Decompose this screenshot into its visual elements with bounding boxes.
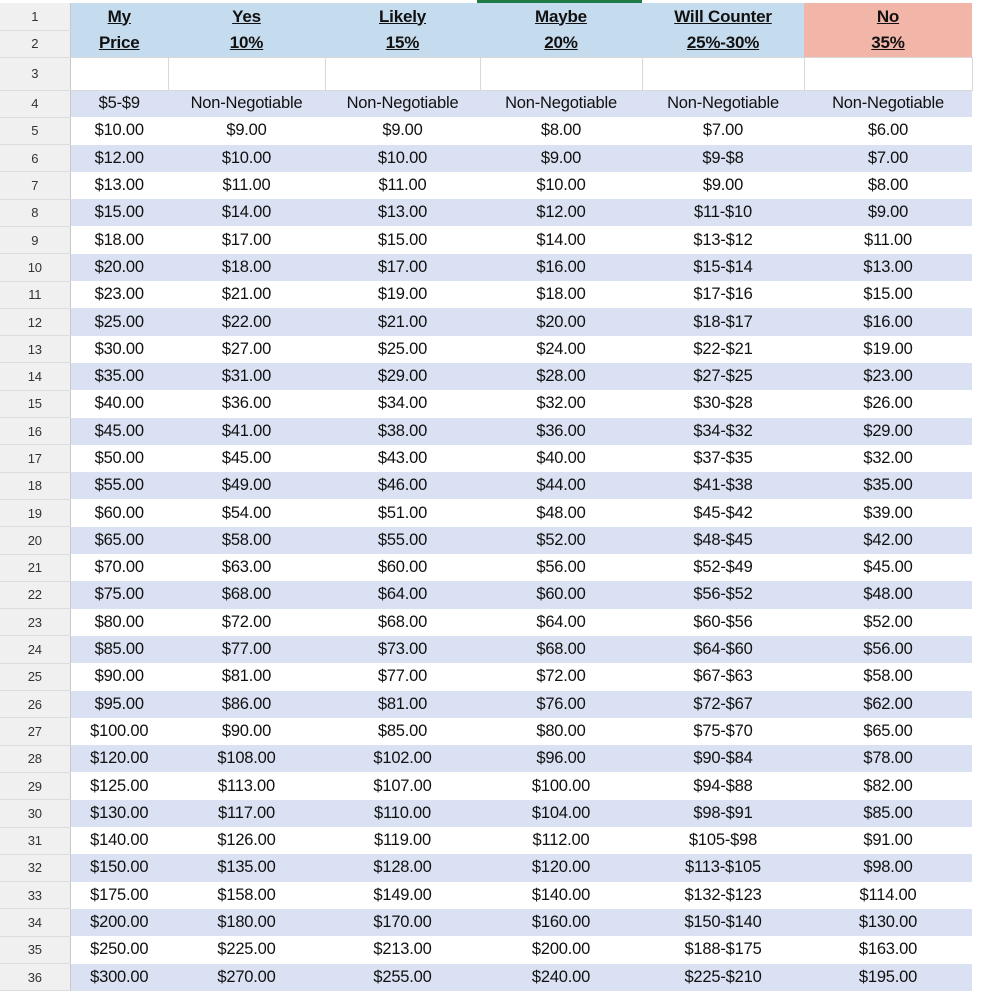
likely-cell[interactable]: $60.00 [325,554,480,581]
maybe-cell[interactable]: $48.00 [480,499,642,526]
will-counter-cell[interactable]: $94-$88 [642,772,804,799]
maybe-cell[interactable]: $100.00 [480,772,642,799]
no-cell[interactable]: $39.00 [804,499,972,526]
empty-cell[interactable] [642,57,804,90]
yes-cell[interactable]: Non-Negotiable [168,90,325,117]
likely-cell[interactable]: $46.00 [325,472,480,499]
row-number[interactable]: 35 [0,936,70,963]
header-row-1 [0,3,972,30]
likely-cell[interactable]: $149.00 [325,882,480,909]
maybe-cell[interactable]: $64.00 [480,609,642,636]
yes-cell[interactable]: $90.00 [168,718,325,745]
table-row [0,609,972,636]
no-cell[interactable]: $26.00 [804,390,972,417]
row-number[interactable]: 7 [0,172,70,199]
no-cell[interactable]: $163.00 [804,936,972,963]
will-counter-cell[interactable]: $67-$63 [642,663,804,690]
my-price-cell[interactable]: $60.00 [70,499,168,526]
row-number[interactable]: 34 [0,909,70,936]
header-no-pct[interactable]: 35% [804,30,972,57]
no-cell[interactable]: $7.00 [804,145,972,172]
will-counter-cell[interactable]: $64-$60 [642,636,804,663]
will-counter-cell[interactable]: $45-$42 [642,499,804,526]
likely-cell[interactable]: $68.00 [325,609,480,636]
table-row [0,172,972,199]
will-counter-cell[interactable]: $56-$52 [642,581,804,608]
likely-cell[interactable]: $119.00 [325,827,480,854]
yes-cell[interactable]: $17.00 [168,226,325,253]
likely-cell[interactable]: $15.00 [325,226,480,253]
row-number[interactable]: 4 [0,90,70,117]
row-number[interactable]: 12 [0,308,70,335]
maybe-cell[interactable]: $28.00 [480,363,642,390]
row-number[interactable]: 15 [0,390,70,417]
will-counter-cell[interactable]: $37-$35 [642,445,804,472]
table-row [0,854,972,881]
table-row [0,445,972,472]
will-counter-cell[interactable]: $9-$8 [642,145,804,172]
likely-cell[interactable]: $29.00 [325,363,480,390]
my-price-cell[interactable]: $23.00 [70,281,168,308]
likely-cell[interactable]: $38.00 [325,418,480,445]
row-number[interactable]: 36 [0,964,70,991]
will-counter-cell[interactable]: $113-$105 [642,854,804,881]
maybe-cell[interactable]: $32.00 [480,390,642,417]
maybe-cell[interactable]: $140.00 [480,882,642,909]
row-number[interactable]: 16 [0,418,70,445]
will-counter-cell[interactable]: $41-$38 [642,472,804,499]
row-number[interactable]: 11 [0,281,70,308]
likely-cell[interactable]: $64.00 [325,581,480,608]
row-number[interactable]: 21 [0,554,70,581]
will-counter-cell[interactable]: $13-$12 [642,226,804,253]
yes-cell[interactable]: $45.00 [168,445,325,472]
my-price-cell[interactable]: $75.00 [70,581,168,608]
yes-cell[interactable]: $10.00 [168,145,325,172]
my-price-cell[interactable]: $15.00 [70,199,168,226]
yes-cell[interactable]: $21.00 [168,281,325,308]
my-price-cell[interactable]: $30.00 [70,336,168,363]
likely-cell[interactable]: $213.00 [325,936,480,963]
my-price-cell[interactable]: $55.00 [70,472,168,499]
row-number[interactable]: 8 [0,199,70,226]
no-cell[interactable]: $56.00 [804,636,972,663]
yes-cell[interactable]: $77.00 [168,636,325,663]
table-row [0,117,972,144]
maybe-cell[interactable]: $10.00 [480,172,642,199]
my-price-cell[interactable]: $150.00 [70,854,168,881]
table-row [0,581,972,608]
likely-cell[interactable]: $110.00 [325,800,480,827]
my-price-cell[interactable]: $100.00 [70,718,168,745]
maybe-cell[interactable]: $200.00 [480,936,642,963]
row-number[interactable]: 14 [0,363,70,390]
table-row [0,336,972,363]
will-counter-cell[interactable]: $30-$28 [642,390,804,417]
likely-cell[interactable]: $25.00 [325,336,480,363]
maybe-cell[interactable]: $12.00 [480,199,642,226]
table-row [0,390,972,417]
row-number[interactable]: 5 [0,117,70,144]
no-cell[interactable]: $16.00 [804,308,972,335]
likely-cell[interactable]: $128.00 [325,854,480,881]
no-cell[interactable]: $45.00 [804,554,972,581]
will-counter-cell[interactable]: $98-$91 [642,800,804,827]
maybe-cell[interactable]: $76.00 [480,691,642,718]
yes-cell[interactable]: $86.00 [168,691,325,718]
my-price-cell[interactable]: $95.00 [70,691,168,718]
header-row-2 [0,30,972,57]
yes-cell[interactable]: $9.00 [168,117,325,144]
yes-cell[interactable]: $72.00 [168,609,325,636]
table-row [0,936,972,963]
row-number[interactable]: 24 [0,636,70,663]
yes-cell[interactable]: $135.00 [168,854,325,881]
no-cell[interactable]: $9.00 [804,199,972,226]
header-yes[interactable]: Yes [168,3,325,30]
my-price-cell[interactable]: $80.00 [70,609,168,636]
my-price-cell[interactable]: $90.00 [70,663,168,690]
row-number[interactable]: 30 [0,800,70,827]
yes-cell[interactable]: $68.00 [168,581,325,608]
my-price-cell[interactable]: $40.00 [70,390,168,417]
table-row [0,472,972,499]
row-number[interactable]: 17 [0,445,70,472]
no-cell[interactable]: $82.00 [804,772,972,799]
maybe-cell[interactable]: Non-Negotiable [480,90,642,117]
my-price-cell[interactable]: $130.00 [70,800,168,827]
likely-cell[interactable]: $21.00 [325,308,480,335]
table-row [0,281,972,308]
table-row [0,827,972,854]
maybe-cell[interactable]: $240.00 [480,964,642,991]
maybe-cell[interactable]: $18.00 [480,281,642,308]
will-counter-cell[interactable]: $52-$49 [642,554,804,581]
yes-cell[interactable]: $158.00 [168,882,325,909]
row-number[interactable]: 29 [0,772,70,799]
my-price-cell[interactable]: $10.00 [70,117,168,144]
row-number[interactable]: 28 [0,745,70,772]
my-price-cell[interactable]: $70.00 [70,554,168,581]
will-counter-cell[interactable]: $105-$98 [642,827,804,854]
my-price-cell[interactable]: $12.00 [70,145,168,172]
will-counter-cell[interactable]: $72-$67 [642,691,804,718]
yes-cell[interactable]: $49.00 [168,472,325,499]
will-counter-cell[interactable]: Non-Negotiable [642,90,804,117]
will-counter-cell[interactable]: $17-$16 [642,281,804,308]
maybe-cell[interactable]: $56.00 [480,554,642,581]
empty-cell[interactable] [325,57,480,90]
no-cell[interactable]: $35.00 [804,472,972,499]
no-cell[interactable]: $15.00 [804,281,972,308]
yes-cell[interactable]: $54.00 [168,499,325,526]
my-price-cell[interactable]: $300.00 [70,964,168,991]
maybe-cell[interactable]: $104.00 [480,800,642,827]
table-row [0,145,972,172]
row-number[interactable]: 25 [0,663,70,690]
row-number[interactable]: 22 [0,581,70,608]
row-number[interactable]: 23 [0,609,70,636]
no-cell[interactable]: $65.00 [804,718,972,745]
will-counter-cell[interactable]: $11-$10 [642,199,804,226]
header-maybe[interactable]: Maybe [480,3,642,30]
table-row [0,308,972,335]
my-price-cell[interactable]: $45.00 [70,418,168,445]
maybe-cell[interactable]: $8.00 [480,117,642,144]
will-counter-cell[interactable]: $132-$123 [642,882,804,909]
no-cell[interactable]: $58.00 [804,663,972,690]
likely-cell[interactable]: $255.00 [325,964,480,991]
blank-row [0,57,972,90]
table-row [0,199,972,226]
table-row [0,800,972,827]
maybe-cell[interactable]: $160.00 [480,909,642,936]
yes-cell[interactable]: $63.00 [168,554,325,581]
will-counter-cell[interactable]: $150-$140 [642,909,804,936]
will-counter-cell[interactable]: $7.00 [642,117,804,144]
yes-cell[interactable]: $18.00 [168,254,325,281]
likely-cell[interactable]: $43.00 [325,445,480,472]
row-number[interactable]: 31 [0,827,70,854]
yes-cell[interactable]: $225.00 [168,936,325,963]
row-number[interactable]: 10 [0,254,70,281]
will-counter-cell[interactable]: $60-$56 [642,609,804,636]
likely-cell[interactable]: $51.00 [325,499,480,526]
table-row [0,663,972,690]
row-number[interactable]: 2 [0,30,70,57]
row-number[interactable]: 1 [0,3,70,30]
table-row [0,254,972,281]
maybe-cell[interactable]: $120.00 [480,854,642,881]
will-counter-cell[interactable]: $9.00 [642,172,804,199]
no-cell[interactable]: $62.00 [804,691,972,718]
maybe-cell[interactable]: $20.00 [480,308,642,335]
yes-cell[interactable]: $11.00 [168,172,325,199]
table-row [0,745,972,772]
header-my[interactable]: My [70,3,168,30]
likely-cell[interactable]: $17.00 [325,254,480,281]
row-number[interactable]: 18 [0,472,70,499]
yes-cell[interactable]: $108.00 [168,745,325,772]
will-counter-cell[interactable]: $18-$17 [642,308,804,335]
maybe-cell[interactable]: $24.00 [480,336,642,363]
no-cell[interactable]: $91.00 [804,827,972,854]
table-row [0,554,972,581]
no-cell[interactable]: $98.00 [804,854,972,881]
row-number[interactable]: 6 [0,145,70,172]
header-likely-pct[interactable]: 15% [325,30,480,57]
my-price-cell[interactable]: $140.00 [70,827,168,854]
maybe-cell[interactable]: $9.00 [480,145,642,172]
no-cell[interactable]: $78.00 [804,745,972,772]
header-price[interactable]: Price [70,30,168,57]
no-cell[interactable]: $48.00 [804,581,972,608]
yes-cell[interactable]: $27.00 [168,336,325,363]
price-table [0,3,973,991]
row-number[interactable]: 20 [0,527,70,554]
yes-cell[interactable]: $126.00 [168,827,325,854]
my-price-cell[interactable]: $35.00 [70,363,168,390]
maybe-cell[interactable]: $112.00 [480,827,642,854]
table-row [0,226,972,253]
maybe-cell[interactable]: $80.00 [480,718,642,745]
my-price-cell[interactable]: $13.00 [70,172,168,199]
no-cell[interactable]: $11.00 [804,226,972,253]
empty-cell[interactable] [480,57,642,90]
yes-cell[interactable]: $180.00 [168,909,325,936]
maybe-cell[interactable]: $36.00 [480,418,642,445]
likely-cell[interactable]: $85.00 [325,718,480,745]
likely-cell[interactable]: $11.00 [325,172,480,199]
no-cell[interactable]: $195.00 [804,964,972,991]
maybe-cell[interactable]: $96.00 [480,745,642,772]
likely-cell[interactable]: $34.00 [325,390,480,417]
no-cell[interactable]: $130.00 [804,909,972,936]
will-counter-cell[interactable]: $22-$21 [642,336,804,363]
will-counter-cell[interactable]: $75-$70 [642,718,804,745]
table-row [0,90,972,117]
maybe-cell[interactable]: $52.00 [480,527,642,554]
maybe-cell[interactable]: $72.00 [480,663,642,690]
likely-cell[interactable]: $9.00 [325,117,480,144]
empty-cell[interactable] [168,57,325,90]
empty-cell[interactable] [70,57,168,90]
my-price-cell[interactable]: $18.00 [70,226,168,253]
row-number[interactable]: 19 [0,499,70,526]
my-price-cell[interactable]: $85.00 [70,636,168,663]
will-counter-cell[interactable]: $225-$210 [642,964,804,991]
maybe-cell[interactable]: $40.00 [480,445,642,472]
my-price-cell[interactable]: $120.00 [70,745,168,772]
likely-cell[interactable]: $13.00 [325,199,480,226]
yes-cell[interactable]: $31.00 [168,363,325,390]
table-row [0,909,972,936]
yes-cell[interactable]: $113.00 [168,772,325,799]
likely-cell[interactable]: $19.00 [325,281,480,308]
table-row [0,964,972,991]
header-maybe-pct[interactable]: 20% [480,30,642,57]
no-cell[interactable]: $114.00 [804,882,972,909]
will-counter-cell[interactable]: $27-$25 [642,363,804,390]
my-price-cell[interactable]: $200.00 [70,909,168,936]
no-cell[interactable]: $6.00 [804,117,972,144]
likely-cell[interactable]: $81.00 [325,691,480,718]
yes-cell[interactable]: $81.00 [168,663,325,690]
yes-cell[interactable]: $58.00 [168,527,325,554]
no-cell[interactable]: $29.00 [804,418,972,445]
row-number[interactable]: 13 [0,336,70,363]
yes-cell[interactable]: $14.00 [168,199,325,226]
header-will-counter-pct[interactable]: 25%-30% [642,30,804,57]
likely-cell[interactable]: $170.00 [325,909,480,936]
yes-cell[interactable]: $22.00 [168,308,325,335]
table-row [0,527,972,554]
my-price-cell[interactable]: $50.00 [70,445,168,472]
row-number[interactable]: 9 [0,226,70,253]
maybe-cell[interactable]: $60.00 [480,581,642,608]
table-row [0,499,972,526]
likely-cell[interactable]: $77.00 [325,663,480,690]
table-row [0,882,972,909]
maybe-cell[interactable]: $68.00 [480,636,642,663]
header-likely[interactable]: Likely [325,3,480,30]
maybe-cell[interactable]: $44.00 [480,472,642,499]
row-number[interactable]: 27 [0,718,70,745]
header-will-counter[interactable]: Will Counter [642,3,804,30]
no-cell[interactable]: $85.00 [804,800,972,827]
my-price-cell[interactable]: $175.00 [70,882,168,909]
my-price-cell[interactable]: $20.00 [70,254,168,281]
maybe-cell[interactable]: $16.00 [480,254,642,281]
table-row [0,772,972,799]
no-cell[interactable]: $19.00 [804,336,972,363]
header-yes-pct[interactable]: 10% [168,30,325,57]
likely-cell[interactable]: Non-Negotiable [325,90,480,117]
likely-cell[interactable]: $107.00 [325,772,480,799]
my-price-cell[interactable]: $5-$9 [70,90,168,117]
no-cell[interactable]: $8.00 [804,172,972,199]
table-row [0,636,972,663]
no-cell[interactable]: $52.00 [804,609,972,636]
row-number[interactable]: 26 [0,691,70,718]
my-price-cell[interactable]: $250.00 [70,936,168,963]
likely-cell[interactable]: $10.00 [325,145,480,172]
no-cell[interactable]: $13.00 [804,254,972,281]
no-cell[interactable]: Non-Negotiable [804,90,972,117]
no-cell[interactable]: $42.00 [804,527,972,554]
yes-cell[interactable]: $270.00 [168,964,325,991]
empty-cell[interactable] [804,57,972,90]
row-number[interactable]: 3 [0,57,70,90]
will-counter-cell[interactable]: $188-$175 [642,936,804,963]
no-cell[interactable]: $23.00 [804,363,972,390]
my-price-cell[interactable]: $25.00 [70,308,168,335]
yes-cell[interactable]: $117.00 [168,800,325,827]
header-no[interactable]: No [804,3,972,30]
table-row [0,691,972,718]
table-row [0,418,972,445]
likely-cell[interactable]: $55.00 [325,527,480,554]
maybe-cell[interactable]: $14.00 [480,226,642,253]
table-row [0,718,972,745]
will-counter-cell[interactable]: $15-$14 [642,254,804,281]
row-number[interactable]: 33 [0,882,70,909]
will-counter-cell[interactable]: $34-$32 [642,418,804,445]
my-price-cell[interactable]: $65.00 [70,527,168,554]
likely-cell[interactable]: $73.00 [325,636,480,663]
table-row [0,363,972,390]
row-number[interactable]: 32 [0,854,70,881]
no-cell[interactable]: $32.00 [804,445,972,472]
likely-cell[interactable]: $102.00 [325,745,480,772]
yes-cell[interactable]: $41.00 [168,418,325,445]
will-counter-cell[interactable]: $48-$45 [642,527,804,554]
my-price-cell[interactable]: $125.00 [70,772,168,799]
yes-cell[interactable]: $36.00 [168,390,325,417]
will-counter-cell[interactable]: $90-$84 [642,745,804,772]
